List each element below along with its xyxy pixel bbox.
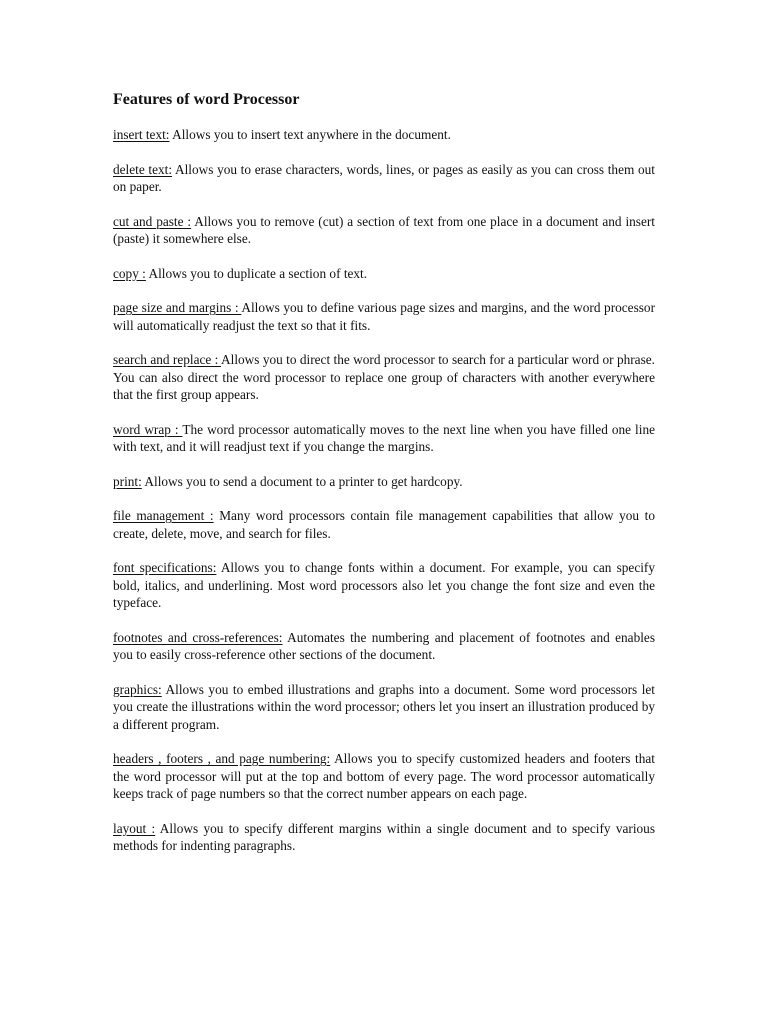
feature-list — [113, 126, 655, 855]
feature-term: insert text: — [113, 127, 170, 142]
feature-entry — [113, 473, 655, 491]
feature-term: file management : — [113, 508, 214, 523]
document-page — [113, 90, 655, 872]
feature-description: Allows you to specify customized headers and footers that the word processor will put at the top and bottom of every page. The word processor automatically keeps track of page numbers so that the correct number appears on each page. — [113, 751, 655, 801]
feature-entry — [113, 820, 655, 855]
feature-term: footnotes and cross-references: — [113, 629, 283, 645]
feature-entry — [113, 265, 655, 283]
feature-entry — [113, 681, 655, 734]
feature-entry — [113, 299, 655, 334]
feature-entry — [113, 507, 655, 542]
feature-term: search and replace : — [113, 352, 222, 367]
feature-term: copy : — [113, 265, 146, 281]
feature-term: page size and margins : — [113, 300, 242, 315]
feature-entry — [113, 161, 655, 196]
feature-description: Many word processors contain file management capabilities that allow you to create, delete, move, and search for files. — [113, 508, 655, 541]
feature-entry — [113, 421, 655, 456]
feature-description: Allows you to specify different margins within a single document and to specify various methods for indenting paragraphs. — [113, 820, 655, 853]
feature-term: delete text: — [113, 161, 173, 177]
feature-description: Allows you to remove (cut) a section of text from one place in a document and insert (paste) it somewhere else. — [113, 213, 655, 246]
feature-entry — [113, 629, 655, 664]
feature-entry — [113, 559, 655, 612]
feature-description: Allows you to insert text anywhere in the document. — [169, 127, 451, 142]
feature-term: word wrap : — [113, 421, 183, 437]
feature-description: Allows you to define various page sizes and margins, and the word processor will automatically readjust the text so that it fits. — [113, 300, 655, 333]
feature-description: Allows you to change fonts within a document. For example, you can specify bold, italics, and underlining. Most word processors also let you change the font size and even the typeface. — [113, 560, 656, 610]
feature-description: Allows you to direct the word processor to search for a particular word or phrase. You can also direct the word processor to replace one group of characters with another everywhere that the first group appears. — [113, 352, 655, 402]
feature-entry — [113, 351, 655, 404]
feature-description: Allows you to erase characters, words, lines, or pages as easily as you can cross them out on paper. — [113, 161, 655, 194]
page-title: Features of word Processor — [113, 91, 300, 108]
feature-term: headers , footers , and page numbering: — [113, 751, 331, 766]
feature-term: font specifications: — [113, 560, 217, 575]
feature-description: Allows you to send a document to a printer to get hardcopy. — [141, 473, 463, 489]
feature-entry — [113, 126, 655, 144]
feature-term: cut and paste : — [113, 213, 192, 229]
feature-term: print: — [113, 473, 142, 489]
feature-term: graphics: — [113, 681, 162, 697]
feature-description: Allows you to duplicate a section of text. — [145, 265, 368, 281]
feature-term: layout : — [113, 820, 156, 836]
feature-entry — [113, 750, 655, 803]
feature-description: Allows you to embed illustrations and graphs into a document. Some word processors let you create the illustrations within the word processor; others let you insert an illustration produced by a different program. — [113, 681, 655, 732]
feature-entry — [113, 213, 655, 248]
feature-description: The word processor automatically moves to the next line when you have filled one line with text, and it will readjust text if you change the margins. — [113, 421, 655, 454]
feature-description: Automates the numbering and placement of footnotes and enables you to easily cross-reference other sections of the document. — [113, 629, 655, 662]
